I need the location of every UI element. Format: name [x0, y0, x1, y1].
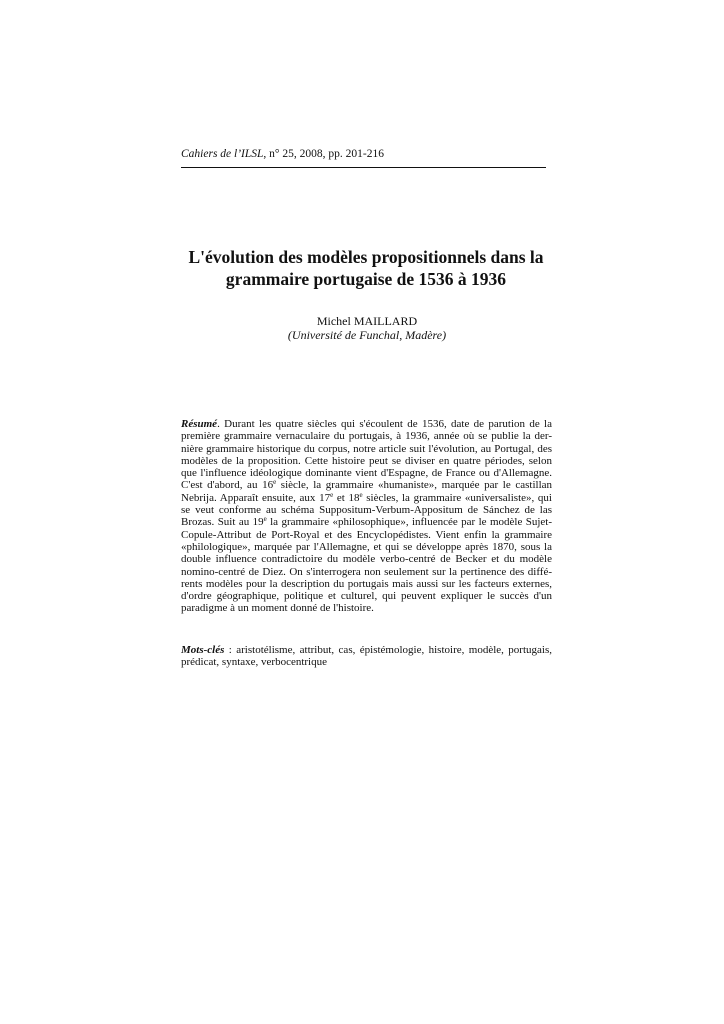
keywords-text: : aristotélisme, attribut, cas, épistémologie, histoire, modèle, portugais,	[224, 644, 552, 656]
abstract-line: modèles de la proposition. Cette histoire peut se diviser en quatre périodes, selon	[181, 454, 552, 467]
journal-name: Cahiers de l’ILSL	[181, 148, 264, 160]
abstract-text: C'est d'abord, au 16	[181, 479, 274, 492]
abstract-line	[181, 492, 552, 504]
keywords-line	[181, 644, 552, 656]
abstract-line	[181, 516, 552, 528]
abstract-line: Copule-Attribut de Port-Royal et des Encyclopédistes. Vient enfin la grammaire	[181, 528, 552, 541]
superscript: e	[263, 516, 267, 524]
abstract-line: «philologique», marquée par l'Allemagne, et qui se développe après 1870, sous la	[181, 540, 552, 553]
superscript: e	[330, 491, 334, 499]
abstract-line: rents modèles pour la description du portugais mais aussi sur les facteurs externes,	[181, 577, 552, 590]
abstract-text: Nebrija. Apparaît ensuite, aux 17	[181, 491, 331, 504]
abstract-line	[181, 479, 552, 491]
abstract-line: double influence contradictoire du modèle verbo-centré de Becker et du modèle	[181, 553, 552, 566]
header-rule	[181, 167, 546, 168]
abstract-text: . Durant les quatre siècles qui s'écoulent de 1536, date de parution de la	[217, 418, 552, 430]
keywords-line: prédicat, syntaxe, verbocentrique	[181, 656, 327, 669]
abstract-line: d'ordre géographique, politique et culturel, qui peuvent expliquer le succès d'un	[181, 590, 552, 603]
abstract-line: première grammaire vernaculaire du portugais, à 1936, année où se publie la der-	[181, 430, 552, 443]
abstract-line: que l'influence idéologique dominante vient d'Espagne, de France ou d'Allemagne.	[181, 467, 552, 480]
abstract-line	[181, 418, 552, 430]
abstract-text: siècles, la grammaire «universaliste», qui	[362, 491, 552, 504]
abstract-text: la grammaire «philosophique», influencée par le modèle Sujet-	[266, 516, 552, 529]
abstract-line: paradigme à un moment donné de l'histoire.	[181, 602, 374, 615]
keywords-label: Mots-clés	[181, 644, 225, 656]
abstract-line: nomino-centré de Diez. On s'interrogera non seulement sur la pertinence des diffé-	[181, 565, 552, 578]
abstract-text: Brozas. Suit au 19	[181, 516, 264, 529]
abstract-text: siècle, la grammaire «humaniste», marquée par le castillan	[276, 479, 552, 492]
superscript: e	[273, 479, 277, 487]
title-line-1: L'évolution des modèles propositionnels dans la	[188, 247, 544, 267]
superscript: e	[359, 491, 363, 499]
abstract-label: Résumé	[181, 418, 218, 430]
abstract-line: nière grammaire historique du corpus, notre article suit l'évolution, au Portugal, des	[181, 442, 552, 455]
journal-details: , n° 25, 2008, pp. 201-216	[263, 148, 384, 160]
keywords	[181, 644, 552, 669]
abstract	[181, 418, 552, 615]
title-line-2: grammaire portugaise de 1536 à 1936	[225, 269, 507, 289]
running-header	[181, 146, 546, 162]
abstract-text: et 18	[333, 491, 360, 504]
author-affiliation: (Université de Funchal, Madère)	[287, 328, 447, 342]
paper-title	[150, 246, 582, 290]
abstract-line: se veut conforme au schéma Suppositum-Verbum-Appositum de Sánchez de las	[181, 504, 552, 517]
author-name: Michel MAILLARD	[316, 314, 418, 328]
